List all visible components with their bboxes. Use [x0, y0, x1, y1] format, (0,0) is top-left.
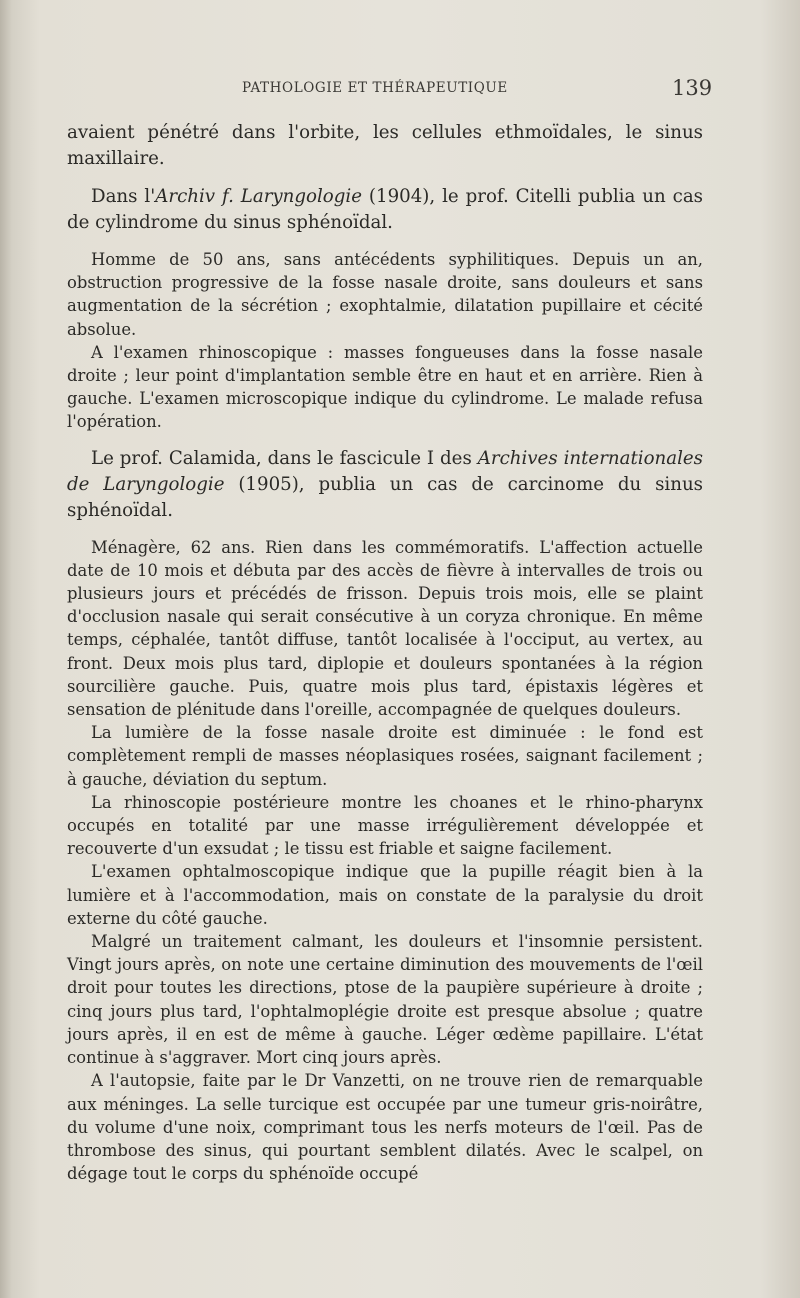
page-header — [0, 76, 800, 100]
journal-title-archiv: Archiv f. Laryngologie — [155, 186, 362, 207]
paragraph-11: A l'autopsie, faite par le Dr Vanzetti, on ne trouve rien de remarquable aux méninges. La selle turcique est occupée par une tumeur gris-noirâtre, du volume d'une noix, comprimant tous les nerfs moteurs de l'œil. Pas de thrombose des sinus, qui pourtant semblent dilatés. Avec le scalpel, on dégage tout le corps du sphénoïde occupé — [67, 1071, 703, 1184]
paragraph-6: Ménagère, 62 ans. Rien dans les commémoratifs. L'affection actuelle date de 10 mois et débuta par des accès de fièvre à intervalles de trois ou plusieurs jours et précédés de frisson. Depuis trois mois, elle se plaint d'occlusion nasale qui serait consécutive à un coryza chronique. En même temps, céphalée, tantôt diffuse, tantôt localisée à l'occiput, au vertex, au front. Deux mois plus tard, diplopie et douleurs spontanées à la région sourcilière gauche. Puis, quatre mois plus tard, épistaxis légères et sensation de plénitude dans l'oreille, accompagnée de quelques douleurs. — [67, 537, 703, 720]
paragraph-9: L'examen ophtalmoscopique indique que la pupille réagit bien à la lumière et à l'accommodation, mais on constate de la paralysie du droit externe du côté gauche. — [67, 862, 703, 928]
paragraph-3: Homme de 50 ans, sans antécédents syphilitiques. Depuis un an, obstruction progressive de la fosse nasale droite, sans douleurs et sans augmentation de la sécrétion ; exophtalmie, dilatation pupillaire et cécité absolue. — [67, 250, 703, 339]
paragraph-1: avaient pénétré dans l'orbite, les cellules ethmoïdales, le sinus maxillaire. — [67, 122, 703, 169]
journal-title-archives: Archives internationales de Laryngologie — [67, 447, 703, 495]
paragraph-10: Malgré un traitement calmant, les douleurs et l'insomnie persistent. Vingt jours après, on note une certaine diminution des mouvements de l'œil droit pour toutes les directions, ptose de la paupière supérieure à droite ; cinq jours plus tard, l'ophtalmoplégie droite est presque absolue ; quatre jours après, il en est de même à gauche. Léger œdème papillaire. L'état continue à s'aggraver. Mort cinq jours après. — [67, 932, 703, 1068]
paragraph-2 — [67, 184, 703, 236]
paragraph-8: La rhinoscopie postérieure montre les choanes et le rhino-pharynx occupés en totalité par une masse irrégulièrement développée et recouverte d'un exsudat ; le tissu est friable et saigne facilement. — [67, 792, 703, 859]
running-head: PATHOLOGIE ET THÉRAPEUTIQUE — [242, 80, 508, 96]
page-number: 139 — [672, 76, 713, 100]
paragraph-5 — [67, 446, 703, 524]
paragraph-7: La lumière de la fosse nasale droite est diminuée : le fond est complètement rempli de masses néoplasiques rosées, saignant facilement ; à gauche, déviation du septum. — [67, 723, 703, 789]
page-body — [67, 120, 703, 1185]
paragraph-2-text-a: Dans l' — [91, 186, 156, 207]
paragraph-5-text-a: Le prof. Calamida, dans le fascicule I des — [91, 447, 478, 469]
paragraph-5-text-c: (1905), publia un cas de carcinome du sinus sphénoïdal. — [67, 473, 703, 521]
paragraph-2-text-c: (1904), le prof. Citelli publia un cas de cylindrome du sinus sphénoïdal. — [67, 186, 703, 233]
paragraph-4: A l'examen rhinoscopique : masses fongueuses dans la fosse nasale droite ; leur point d'implantation semble être en haut et en arrière. Rien à gauche. L'examen microscopique indique du cylindrome. Le malade refusa l'opération. — [67, 342, 703, 432]
